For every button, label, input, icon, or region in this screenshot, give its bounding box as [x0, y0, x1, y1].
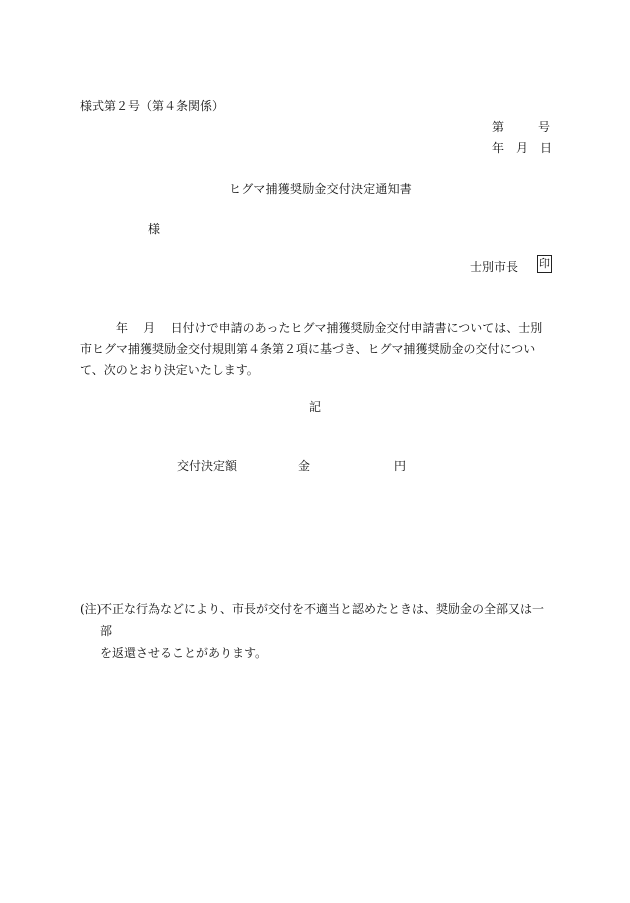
date-day: 日: [540, 141, 553, 155]
note: [80, 598, 554, 664]
body-paragraph: [80, 318, 552, 381]
date-year: 年: [492, 141, 505, 155]
document-title: ヒグマ捕獲奨励金交付決定通知書: [229, 182, 413, 196]
seal-mark: 印: [537, 255, 552, 273]
date-month: 月: [516, 141, 529, 155]
amount-label: 交付決定額: [177, 459, 238, 473]
note-line-2: [80, 642, 554, 664]
body-month: 月: [143, 321, 156, 335]
note-line-2-text: を返還させることがあります。: [100, 646, 268, 660]
number-prefix: 第: [492, 120, 505, 134]
number-suffix: 号: [538, 120, 551, 134]
addressee-honorific: 様: [148, 222, 161, 236]
body-text: 日付けで申請のあったヒグマ捕獲奨励金交付申請書については、士別市ヒグマ捕獲奨励金交付規則第４条第２項に基づき、ヒグマ捕獲奨励金の交付について、次のとおり決定いたします。: [80, 321, 543, 377]
ki-heading: 記: [309, 400, 322, 414]
issuer-name: 士別市長: [470, 260, 519, 274]
amount-yen: 円: [394, 459, 407, 473]
form-number: 様式第２号（第４条関係）: [80, 99, 225, 113]
note-mark: (注): [80, 602, 102, 616]
note-line-1-text: 不正な行為などにより、市長が交付を不適当と認めたときは、奨励金の全部又は一部: [100, 602, 545, 638]
body-year: 年: [116, 321, 129, 335]
amount-kin: 金: [298, 459, 311, 473]
note-line-1: [80, 598, 554, 642]
issue-date: [492, 139, 552, 156]
document-number: [492, 118, 550, 135]
